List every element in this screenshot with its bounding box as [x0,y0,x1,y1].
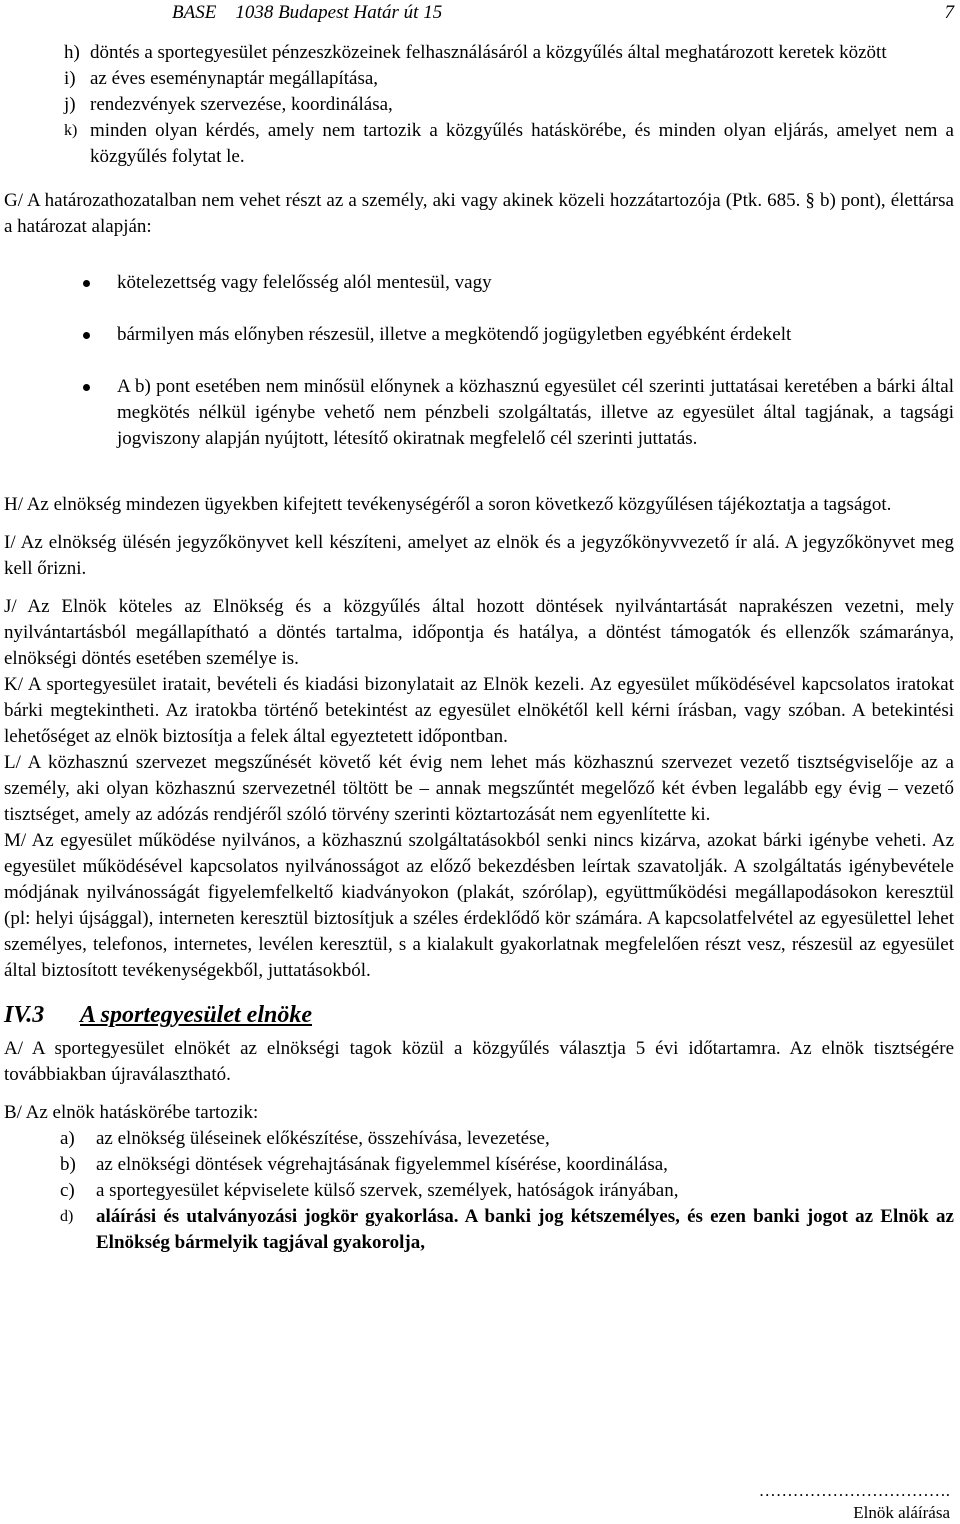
document-body [4,40,954,1256]
header-title: BASE 1038 Budapest Határ út 15 [172,2,443,23]
list-item-label: b) [60,1154,76,1175]
list-item [64,66,954,92]
bullet-list [83,270,954,452]
list-item-text: a sportegyesület képviselete külső szervek, személyek, hatóságok irányában, [96,1180,679,1201]
list-item [60,1152,954,1178]
section-title: A sportegyesület elnöke [80,1002,312,1028]
list-item-label: c) [60,1180,75,1201]
paragraph-a: A/ A sportegyesület elnökét az elnökségi tagok közül a közgyűlés választja 5 évi időtartamra. Az elnök tisztségére továbbiakban újraválasztható. [4,1038,954,1085]
paragraph-i: I/ Az elnökség ülésén jegyzőkönyvet kell készíteni, amelyet az elnök és a jegyzőkönyvvezető ír alá. A jegyzőkönyvet meg kell őrizni. [4,532,954,579]
paragraph-g: G/ A határozathozatalban nem vehet részt az a személy, aki vagy akinek közeli hozzátartozója (Ptk. 685. § b) pont), élettársa a határozat alapján: [4,190,954,237]
list-item [60,1126,954,1152]
paragraph-k: K/ A sportegyesület iratait, bevételi és kiadási bizonylatait az Elnök kezeli. Az egyesület működésével kapcsolatos iratokat bárki megtekintheti. Az iratokba történő betekintést az egyesület elnökétől kell kérni írásban, vagy szóban. A betekintési lehetőséget az elnök biztosítja a felek által egyeztetett időpontban. [4,674,954,747]
signature-line: ……………………………. [758,1481,950,1500]
paragraph-m: M/ Az egyesület működése nyilvános, a közhasznú szolgáltatásokból senki nincs kizárva, azokat bárki igénybe veheti. Az egyesület működésével kapcsolatos nyilvánosságot az előző bekezdésben leírtak szavatolják. A szolgáltatás igénybevétele módjának nyilvánosságát figyelemfelkeltő kiadványokon (plakát, szórólap), együttműködési megállapodásokon keresztül (pl: helyi újsággal), interneten keresztül biztosítjuk a széles érdeklődő kör számára. A kapcsolatfelvétel az egyesülettel lehet személyes, telefonos, internetes, levélen keresztül, s a kialakult gyakorlatnak megfelelően részt vesz, részesül az egyesület által biztosított tevékenységekből, juttatásokból. [4,830,954,981]
list-item [60,1204,954,1256]
list-item-text: rendezvények szervezése, koordinálása, [90,94,393,115]
section-heading [4,1000,954,1030]
bullet-item: kötelezettség vagy felelősség alól mentesül, vagy [83,270,954,296]
list-item-text: döntés a sportegyesület pénzeszközeinek felhasználásáról a közgyűlés által meghatározott keretek között [90,42,887,63]
list-item-label: i) [64,68,76,89]
section-number: IV.3 [4,1002,45,1028]
bullet-item: bármilyen más előnyben részesül, illetve a megkötendő jogügyletben egyébként érdekelt [83,322,954,348]
signature-label: Elnök aláírása [853,1503,950,1522]
list-item-text: az elnökség üléseinek előkészítése, összehívása, levezetése, [96,1128,550,1149]
list-item [60,1178,954,1204]
list-item-text: minden olyan kérdés, amely nem tartozik a közgyűlés hatáskörébe, és minden olyan eljárás, amelyet nem a közgyűlés folytat le. [90,120,954,167]
list-item [64,118,954,170]
paragraph-j: J/ Az Elnök köteles az Elnökség és a közgyűlés által hozott döntések nyilvántartását naprakészen vezetni, mely nyilvántartásból megállapítható a döntés tartalma, időpontja és hatálya, a döntést támogatók és ellenzők számaránya, elnökségi döntés esetében személye is. [4,596,954,669]
list-item-label: j) [64,94,76,115]
list-a-d [60,1126,954,1256]
list-h-k [64,40,954,170]
list-item-label: h) [64,42,80,63]
list-item-text: az éves eseménynaptár megállapítása, [90,68,379,89]
list-item-label: d) [60,1208,74,1225]
list-item-label: k) [64,122,78,139]
bullet-item: A b) pont esetében nem minősül előnynek a közhasznú egyesület cél szerinti juttatásai keretében a bárki által megkötés nélkül igénybe vehető nem pénzbeli szolgáltatás, illetve az egyesület által tagjának, a tagsági jogviszony alapján nyújtott, létesítő okiratnak megfelelő cél szerinti juttatás. [83,374,954,452]
paragraph-h: H/ Az elnökség mindezen ügyekben kifejtett tevékenységéről a soron következő közgyűlésen tájékoztatja a tagságot. [4,494,892,515]
list-item [64,40,954,66]
paragraph-b: B/ Az elnök hatáskörébe tartozik: [4,1102,259,1123]
paragraph-l: L/ A közhasznú szervezet megszűnését követő két évig nem lehet más közhasznú szervezet vezető tisztségviselője az a személy, aki olyan közhasznú szervezetnél töltött be – annak megszűntét megelőző két évben legalább egy évig – vezető tisztséget, amely az adózás rendjéről szóló törvény szerinti köztartozását nem egyenlítette ki. [4,752,954,825]
list-item-label: a) [60,1128,75,1149]
page-number: 7 [944,2,954,23]
list-item-text: az elnökségi döntések végrehajtásának figyelemmel kísérése, koordinálása, [96,1154,668,1175]
list-item [64,92,954,118]
signature-block [759,1480,950,1524]
list-item-text: aláírási és utalványozási jogkör gyakorlása. A banki jog kétszemélyes, és ezen banki jogot az Elnök az Elnökség bármelyik tagjával gyakorolja, [96,1206,954,1253]
